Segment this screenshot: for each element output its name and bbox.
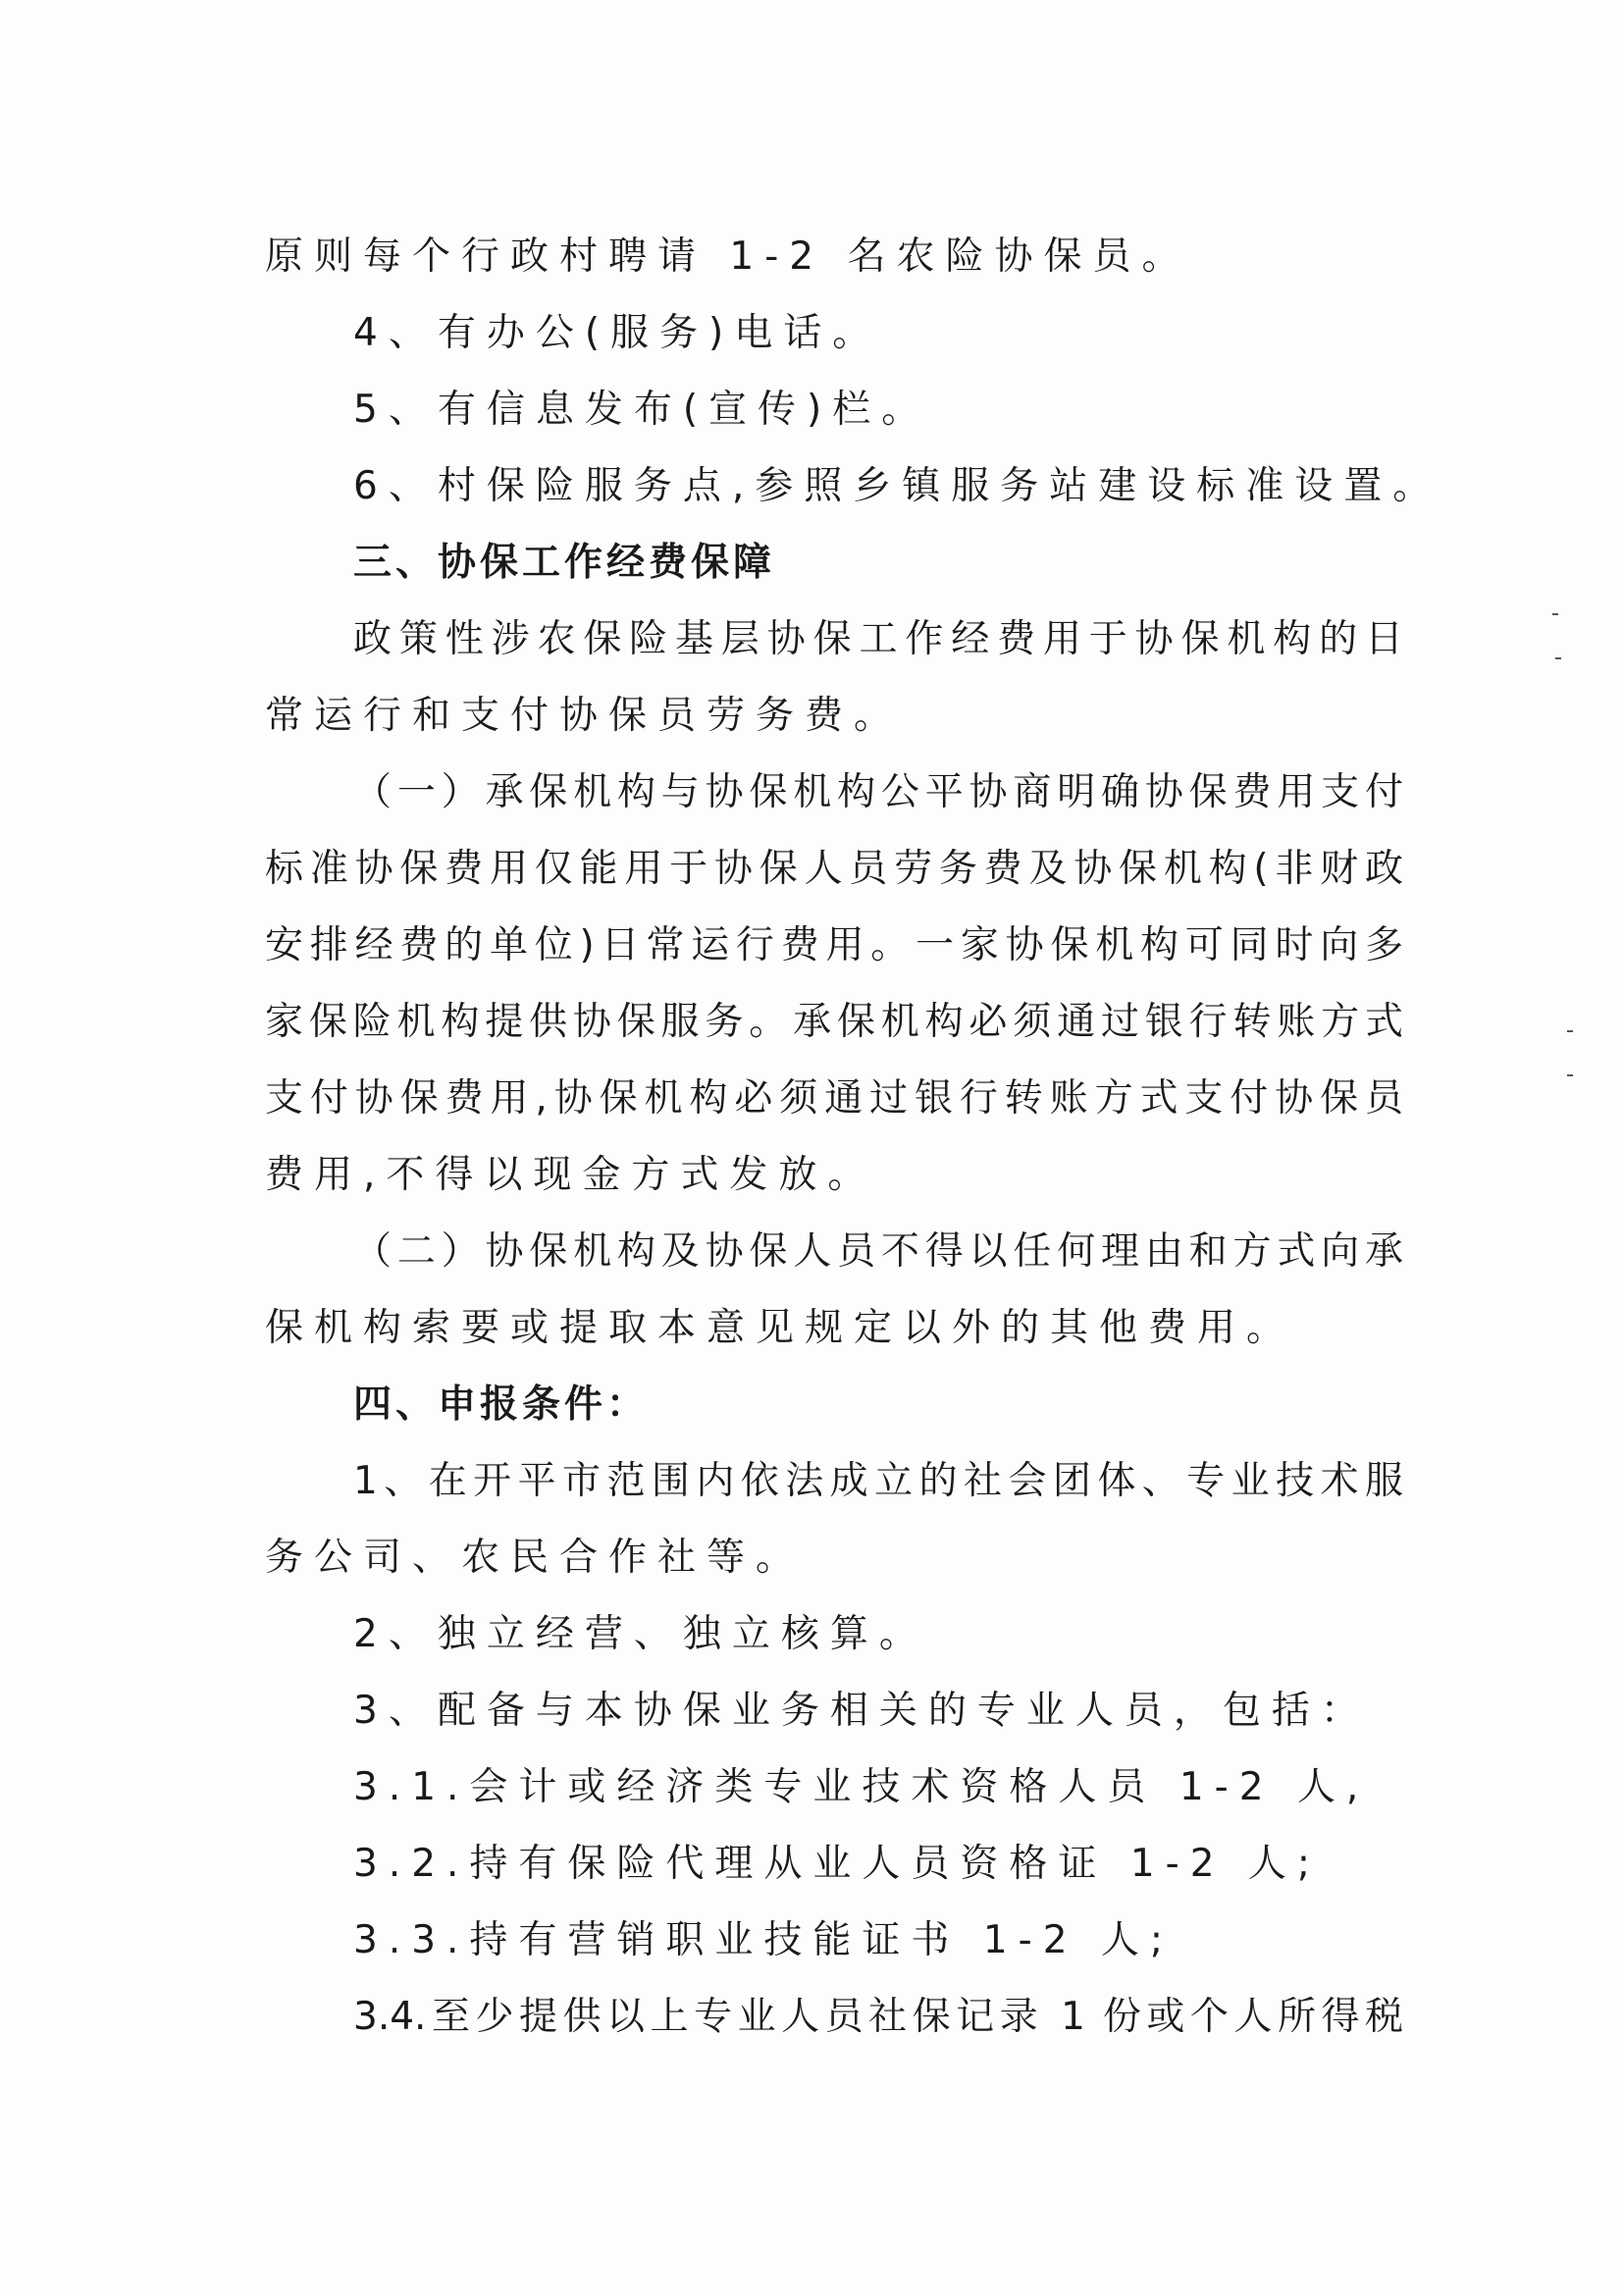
list-item-3-2: 3.2.持有保险代理从业人员资格证 1-2 人; [353,1842,1322,1886]
paragraph-line: 务公司、农民合作社等。 [265,1536,806,1580]
scan-mark [1567,1030,1573,1032]
list-item-4: 4、有办公(服务)电话。 [353,311,882,355]
paragraph-line: 政策性涉农保险基层协保工作经费用于协保机构的日 [353,617,1403,661]
list-item-5: 5、有信息发布(宣传)栏。 [353,388,931,432]
list-item-3-1: 3.1.会计或经济类专业技术资格人员 1-2 人, [353,1765,1370,1809]
paragraph-line: 常运行和支付协保员劳务费。 [265,694,904,738]
list-item-1: 1、在开平市范围内依法成立的社会团体、专业技术服 [353,1459,1403,1503]
paragraph-line: （一）承保机构与协保机构公平协商明确协保费用支付 [353,770,1403,814]
scan-mark [1567,1074,1573,1076]
scan-mark [1555,657,1561,659]
paragraph-line: 标准协保费用仅能用于协保人员劳务费及协保机构(非财政 [265,847,1403,891]
section-heading-3: 三、协保工作经费保障 [353,541,776,585]
paragraph-line: 费用,不得以现金方式发放。 [265,1153,877,1197]
paragraph-line: 家保险机构提供协保服务。承保机构必须通过银行转账方式 [265,1000,1403,1044]
scan-mark [1552,613,1558,615]
section-heading-4: 四、申报条件： [353,1383,650,1427]
list-item-6: 6、村保险服务点,参照乡镇服务站建设标准设置。 [353,464,1442,508]
paragraph-line: 安排经费的单位)日常运行费用。一家协保机构可同时向多 [265,923,1403,967]
list-item-2: 2、独立经营、独立核算。 [353,1612,928,1656]
list-item-3-4: 3.4.至少提供以上专业人员社保记录 1 份或个人所得税 [353,1995,1403,2039]
list-item-3-3: 3.3.持有营销职业技能证书 1-2 人; [353,1918,1175,1962]
list-item-3: 3、配备与本协保业务相关的专业人员，包括： [353,1689,1370,1733]
paragraph-line: 保机构索要或提取本意见规定以外的其他费用。 [265,1306,1296,1350]
paragraph-line: 原则每个行政村聘请 1-2 名农险协保员。 [265,235,1191,279]
paragraph-line: 支付协保费用,协保机构必须通过银行转账方式支付协保员 [265,1076,1403,1121]
paragraph-line: （二）协保机构及协保人员不得以任何理由和方式向承 [353,1229,1403,1274]
